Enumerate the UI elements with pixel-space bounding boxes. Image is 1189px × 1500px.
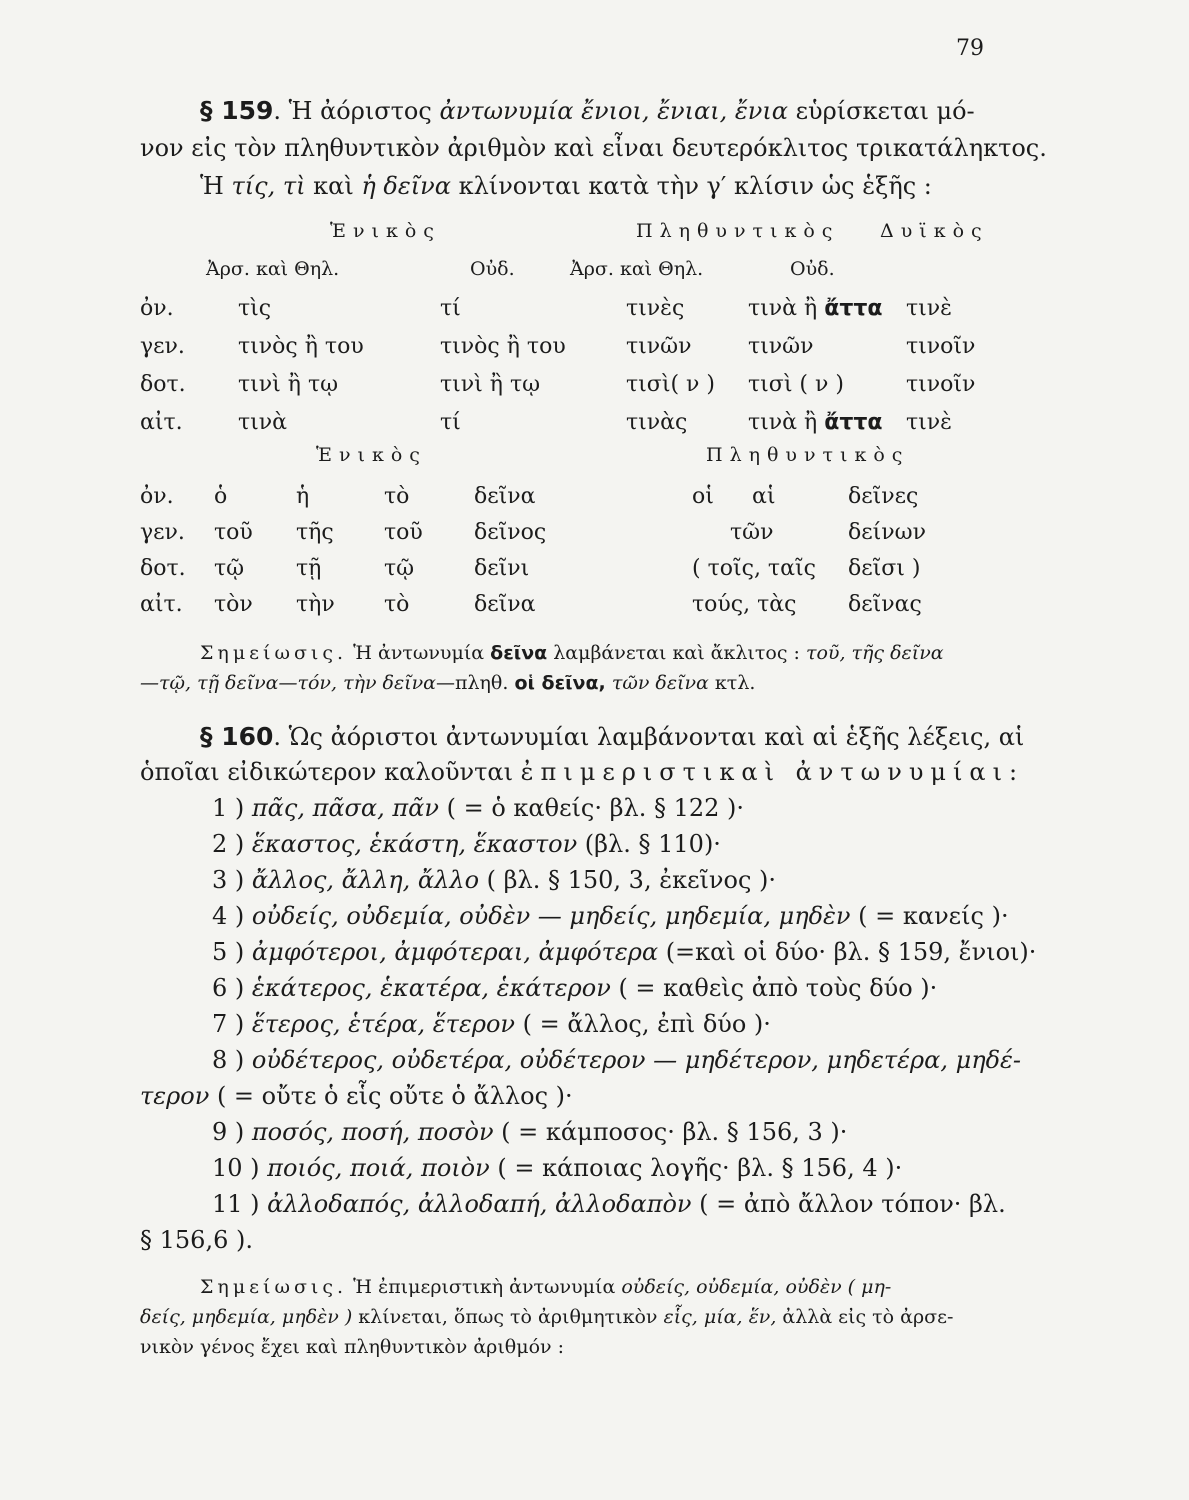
section-159-line-2: νον εἰς τὸν πληθυντικὸν ἀριθμὸν καὶ εἶναι δευτερόκλιτος τρικατάληκτος. <box>140 134 1047 162</box>
list-item: 6 ) ἑκάτερος, ἑκατέρα, ἑκάτερον ( = καθεὶς ἀπὸ τοὺς δύο )· <box>212 974 938 1002</box>
book-page: 79 § 159. Ἡ ἀόριστος ἀντωνυμία ἔνιοι, ἔνιαι, ἔνια εὑρίσκεται μό- νον εἰς τὸν πληθυντικὸν ἀριθμὸν καὶ εἶναι δευτερόκλιτος τρικατάληκτος. Ἡ τίς, τὶ καὶ ἡ δεῖνα κλίνονται κατὰ τὴν γ′ κλίσιν ὡς ἑξῆς : Ἑνικὸς Πληθυντικὸς Δυϊκὸς Ἀρσ. καὶ Θηλ. Οὐδ. Ἀρσ. καὶ Θηλ. Οὐδ. ὀν. τὶς τί τινὲς τινὰ ἢ ἄττα τινὲ γεν. τινὸς ἢ του τινὸς ἢ του τινῶν τινῶν τινοῖν δοτ. τινὶ ἢ τῳ τινὶ ἢ τῳ τισὶ( ν ) τισὶ ( ν ) τινοῖν αἰτ. τινὰ τί τινὰς τινὰ ἢ ἄττα τινὲ Ἑνικὸς Πληθυντικὸς ὀν. ὁ ἡ τὸ δεῖνα οἱ αἱ δεῖνες γεν. τοῦ τῆς τοῦ δεῖνος τῶν δείνων δοτ. τῷ τῇ τῷ δεῖνι ( τοῖς, ταῖς δεῖσι ) αἰτ. τὸν τὴν τὸ δεῖνα τούς, τὰς δεῖνας Σημείωσις. Ἡ ἀντωνυμία δεῖνα λαμβάνεται καὶ ἄκλιτος : τοῦ, τῆς δεῖνα —τῷ, τῇ δεῖνα—τόν, τὴν δεῖνα—πληθ. οἱ δεῖνα, τῶν δεῖνα κτλ. § 160. Ὡς ἀόριστοι ἀντωνυμίαι λαμβάνονται καὶ αἱ ἑξῆς λέξεις, αἱ ὁποῖαι εἰδικώτερον καλοῦνται ἐπιμεριστικαὶ ἀντωνυμίαι: 1 ) πᾶς, πᾶσα, πᾶν ( = ὁ καθείς· βλ. § 122 )· 2 ) ἕκαστος, ἑκάστη, ἕκαστον (βλ. § 110)· 3 ) ἄλλος, ἄλλη, ἄλλο ( βλ. § 150, 3, ἐκεῖνος )· 4 ) οὐδείς, οὐδεμία, οὐδὲν — μηδείς, μηδεμία, μηδὲν ( = κανείς )· 5 ) ἀμφότεροι, ἀμφότεραι, ἀμφότερα (=καὶ οἱ δύο· βλ. § 159, ἔνιοι)· 6 ) ἑκάτερος, ἑκατέρα, ἑκάτερον ( = καθεὶς ἀπὸ τοὺς δύο )· 7 ) ἕτερος, ἑτέρα, ἕτερον ( = ἄλλος, ἐπὶ δύο )· 8 ) οὐδέτερος, οὐδετέρα, οὐδέτερον — μηδέτερον, μηδετέρα, μηδέ- τερον ( = οὔτε ὁ εἷς οὔτε ὁ ἄλλος )· 9 ) ποσός, ποσή, ποσὸν ( = κάμποσος· βλ. § 156, 3 )· 10 ) ποιός, ποιά, ποιὸν ( = κάποιας λογῆς· βλ. § 156, 4 )· 11 ) ἀλλοδαπός, ἀλλοδαπή, ἀλλοδαπὸν ( = ἀπὸ ἄλλον τόπον· βλ. § 156,6 ). Σημείωσις. Ἡ ἐπιμεριστικὴ ἀντωνυμία οὐδείς, οὐδεμία, οὐδὲν ( μη- δείς, μηδεμία, μηδὲν ) κλίνεται, ὅπως τὸ ἀριθμητικὸν εἷς, μία, ἕν, ἀλλὰ εἰς τὸ ἀρσε- νικὸν γένος ἔχει καὶ πληθυντικὸν ἀριθμόν : <box>140 36 1047 1358</box>
note-1-line-2: —τῷ, τῇ δεῖνα—τόν, τὴν δεῖνα—πληθ. οἱ δεῖνα, τῶν δεῖνα κτλ. <box>140 672 756 694</box>
table2-header-plural: Πληθυντικὸς <box>706 444 910 466</box>
section-159-line-3: Ἡ τίς, τὶ καὶ ἡ δεῖνα κλίνονται κατὰ τὴν γ′ κλίσιν ὡς ἑξῆς : <box>200 172 932 200</box>
list-item: 4 ) οὐδείς, οὐδεμία, οὐδὲν — μηδείς, μηδεμία, μηδὲν ( = κανείς )· <box>212 902 1009 930</box>
list-item: 11 ) ἀλλοδαπός, ἀλλοδαπή, ἀλλοδαπὸν ( = ἀπὸ ἄλλον τόπον· βλ. <box>212 1190 1006 1218</box>
section-160-marker: § 160 <box>200 722 274 751</box>
table1-header-plural: Πληθυντικὸς <box>636 220 840 242</box>
list-item: 1 ) πᾶς, πᾶσα, πᾶν ( = ὁ καθείς· βλ. § 122 )· <box>212 794 745 822</box>
list-item: 9 ) ποσός, ποσή, ποσὸν ( = κάμποσος· βλ. § 156, 3 )· <box>212 1118 848 1146</box>
list-item: 8 ) οὐδέτερος, οὐδετέρα, οὐδέτερον — μηδέτερον, μηδετέρα, μηδέ- <box>212 1046 1022 1074</box>
table1-header-singular: Ἑνικὸς <box>330 220 441 242</box>
list-item: 2 ) ἕκαστος, ἑκάστη, ἕκαστον (βλ. § 110)· <box>212 830 721 858</box>
list-item: 7 ) ἕτερος, ἑτέρα, ἕτερον ( = ἄλλος, ἐπὶ δύο )· <box>212 1010 771 1038</box>
table1-subheader-neut: Οὐδ. <box>470 258 515 280</box>
note-2-line-3: νικὸν γένος ἔχει καὶ πληθυντικὸν ἀριθμόν : <box>140 1336 564 1358</box>
list-item: 5 ) ἀμφότεροι, ἀμφότεραι, ἀμφότερα (=καὶ οἱ δύο· βλ. § 159, ἔνιοι)· <box>212 938 1037 966</box>
page-number: 79 <box>956 36 984 61</box>
note-2-label: Σημείωσις. <box>200 1276 348 1298</box>
table1-subheader-neut-pl: Οὐδ. <box>790 258 835 280</box>
note-1-line-1: Σημείωσις. Ἡ ἀντωνυμία δεῖνα λαμβάνεται καὶ ἄκλιτος : τοῦ, τῆς δεῖνα <box>200 642 944 664</box>
list-item: 3 ) ἄλλος, ἄλλη, ἄλλο ( βλ. § 150, 3, ἐκεῖνος )· <box>212 866 777 894</box>
section-159-line-1: § 159. Ἡ ἀόριστος ἀντωνυμία ἔνιοι, ἔνιαι, ἔνια εὑρίσκεται μό- <box>200 96 975 125</box>
table2-header-singular: Ἑνικὸς <box>316 444 427 466</box>
section-159-marker: § 159 <box>200 96 274 125</box>
note-2-line-2: δείς, μηδεμία, μηδὲν ) κλίνεται, ὅπως τὸ ἀριθμητικὸν εἷς, μία, ἕν, ἀλλὰ εἰς τὸ ἀρσε- <box>140 1306 954 1328</box>
note-2-line-1: Σημείωσις. Ἡ ἐπιμεριστικὴ ἀντωνυμία οὐδείς, οὐδεμία, οὐδὲν ( μη- <box>200 1276 892 1298</box>
section-160-line-2: ὁποῖαι εἰδικώτερον καλοῦνται ἐπιμεριστικαὶ ἀντωνυμίαι: <box>140 758 1025 786</box>
table1-subheader-masc-fem-pl: Ἀρσ. καὶ Θηλ. <box>570 258 704 280</box>
list-item: 10 ) ποιός, ποιά, ποιὸν ( = κάποιας λογῆς· βλ. § 156, 4 )· <box>212 1154 903 1182</box>
section-160-line-1: § 160. Ὡς ἀόριστοι ἀντωνυμίαι λαμβάνονται καὶ αἱ ἑξῆς λέξεις, αἱ <box>200 722 1025 751</box>
list-item: § 156,6 ). <box>140 1226 253 1254</box>
table1-header-dual: Δυϊκὸς <box>880 220 989 242</box>
table1-subheader-masc-fem: Ἀρσ. καὶ Θηλ. <box>206 258 340 280</box>
list-item: τερον ( = οὔτε ὁ εἷς οὔτε ὁ ἄλλος )· <box>140 1082 573 1110</box>
note-1-label: Σημείωσις. <box>200 642 348 664</box>
